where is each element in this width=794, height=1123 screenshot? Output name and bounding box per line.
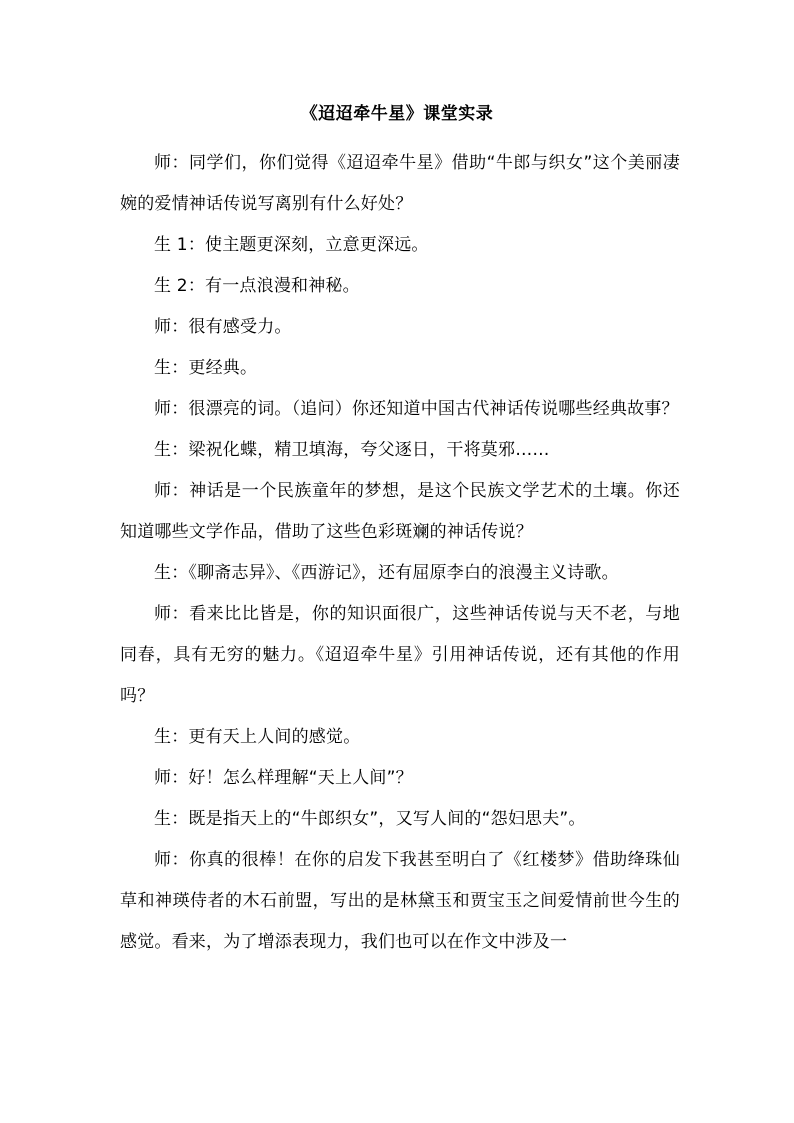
document-title: 《迢迢牵牛星》课堂实录: [300, 104, 494, 124]
paragraph-10: 师：看来比比皆是，你的知识面很广，这些神话传说与天不老，与地同春，具有无穷的魅力。《迢迢牵牛星》引用神话传说，还有其他的作用吗？: [120, 604, 680, 706]
paragraph-14: 师：你真的很棒！在你的启发下我甚至明白了《红楼梦》借助绛珠仙草和神瑛侍者的木石前盟，写出的是林黛玉和贾宝玉之间爱情前世今生的感觉。看来，为了增添表现力，我们也可以在作文中涉及一: [120, 850, 680, 952]
paragraph-5: 生：更经典。: [154, 358, 258, 378]
paragraph-2: 生 1：使主题更深刻，立意更深远。: [154, 235, 429, 255]
paragraph-1: 师：同学们，你们觉得《迢迢牵牛星》借助“牛郎与织女”这个美丽凄婉的爱情神话传说写离别有什么好处？: [120, 153, 680, 214]
document-body: [120, 143, 680, 963]
paragraph-6: 师：很漂亮的词。（追问）你还知道中国古代神话传说哪些经典故事？: [154, 399, 679, 419]
paragraph-13: 生：既是指天上的“牛郎织女”，又写人间的“怨妇思夫”。: [154, 809, 586, 829]
paragraph-9: 生：《聊斋志异》、《西游记》，还有屈原李白的浪漫主义诗歌。: [154, 563, 619, 583]
paragraph-4: 师：很有感受力。: [154, 317, 292, 337]
paragraph-8: 师：神话是一个民族童年的梦想，是这个民族文学艺术的土壤。你还知道哪些文学作品，借助了这些色彩斑斓的神话传说？: [120, 481, 680, 542]
paragraph-11: 生：更有天上人间的感觉。: [154, 727, 361, 747]
paragraph-7: 生：梁祝化蝶，精卫填海，夸父逐日，干将莫邪……: [154, 440, 550, 460]
paragraph-3: 生 2：有一点浪漫和神秘。: [154, 276, 360, 296]
paragraph-12: 师：好！怎么样理解“天上人间”？: [154, 768, 413, 788]
